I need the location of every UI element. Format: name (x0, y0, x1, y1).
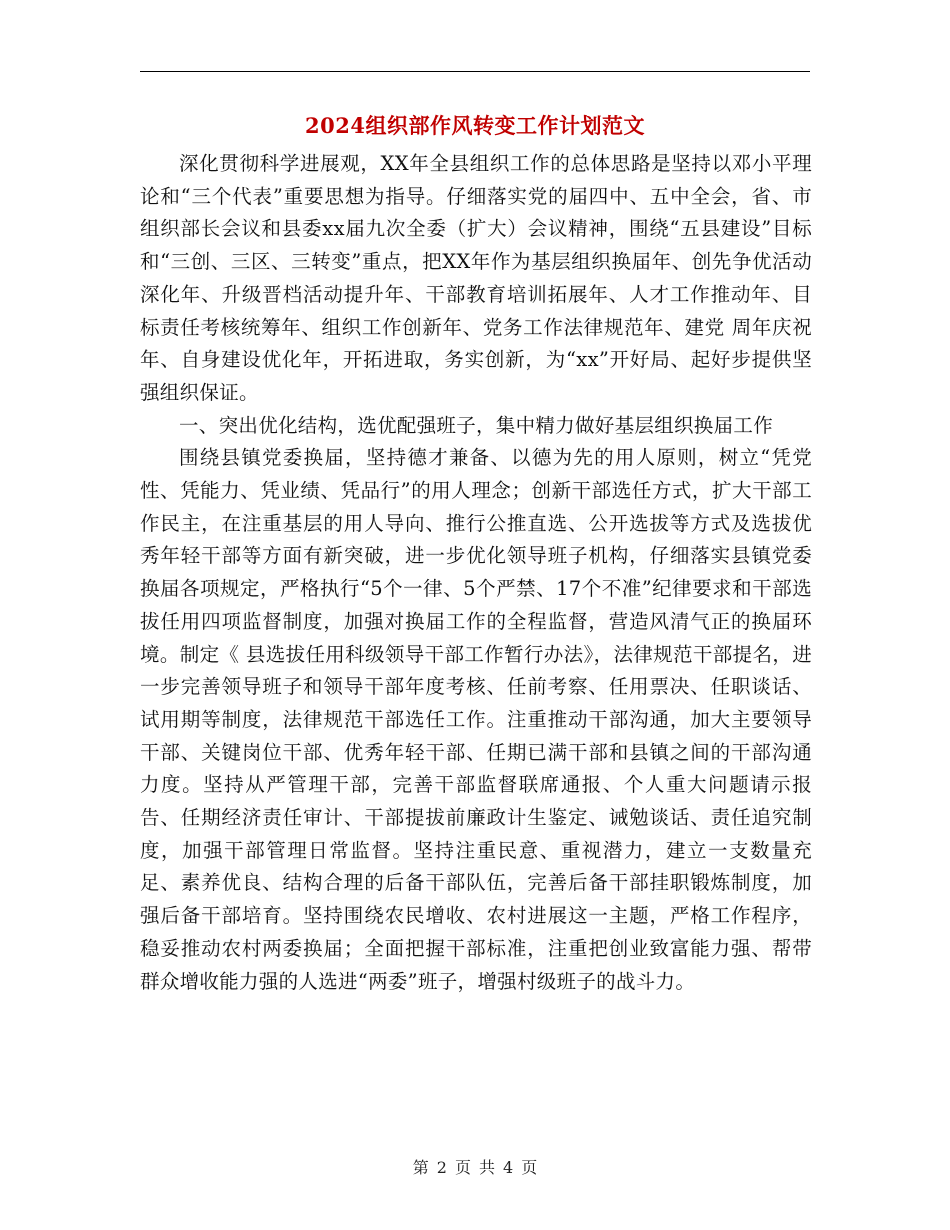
header-rule (140, 71, 810, 72)
footer-page-number: 2 (436, 1158, 447, 1177)
section-heading: 一、突出优化结构，选优配强班子，集中精力做好基层组织换届工作 (179, 413, 774, 437)
intro-paragraph: 深化贯彻科学进展观，XX年全县组织工作的总体思路是坚持以邓小平理论和“三个代表”重要思想为指导。仔细落实党的届四中、五中全会，省、市组织部长会议和县委xx届九次全委（扩大）会议精神，围绕“五县建设”目标和“三创、三区、三转变”重点，把XX年作为基层组织换届年、创先争优活动深化年、升级晋档活动提升年、干部教育培训拓展年、人才工作推动年、目标责任考核统筹年、组织工作创新年、党务工作法律规范年、建党 周年庆祝年、自身建设优化年，开拓进取，务实创新，为“xx”开好局、起好步提供坚强组织保证。 (140, 152, 812, 404)
page-footer (0, 1155, 950, 1178)
document-body (140, 148, 812, 998)
footer-total-pages: 4 (503, 1158, 514, 1177)
footer-prefix: 第 (412, 1158, 429, 1177)
footer-page-unit: 页 (454, 1158, 471, 1177)
section-paragraph: 围绕县镇党委换届，坚持德才兼备、以德为先的用人原则，树立“凭党性、凭能力、凭业绩、凭品行”的用人理念；创新干部选任方式，扩大干部工作民主，在注重基层的用人导向、推行公推直选、公开选拔等方式及选拔优秀年轻干部等方面有新突破，进一步优化领导班子机构，仔细落实县镇党委换届各项规定，严格执行“5个一律、5个严禁、17个不准”纪律要求和干部选拔任用四项监督制度，加强对换届工作的全程监督，营造风清气正的换届环境。制定《 县选拔任用科级领导干部工作暂行办法》，法律规范干部提名，进一步完善领导班子和领导干部年度考核、任前考察、任用票决、任职谈话、试用期等制度，法律规范干部选任工作。注重推动干部沟通，加大主要领导干部、关键岗位干部、优秀年轻干部、任期已满干部和县镇之间的干部沟通力度。坚持从严管理干部，完善干部监督联席通报、个人重大问题请示报告、任期经济责任审计、干部提拔前廉政计生鉴定、诫勉谈话、责任追究制度，加强干部管理日常监督。坚持注重民意、重视潜力，建立一支数量充足、素养优良、结构合理的后备干部队伍，完善后备干部挂职锻炼制度，加强后备干部培育。坚持围绕农民增收、农村进展这一主题，严格工作程序，稳妥推动农村两委换届；全面把握干部标准，注重把创业致富能力强、帮带群众增收能力强的人选进“两委”班子，增强村级班子的战斗力。 (140, 446, 812, 993)
footer-total-unit: 页 (521, 1158, 538, 1177)
document-title: 2024组织部作风转变工作计划范文 (305, 113, 645, 138)
footer-total-prefix: 共 (479, 1158, 496, 1177)
